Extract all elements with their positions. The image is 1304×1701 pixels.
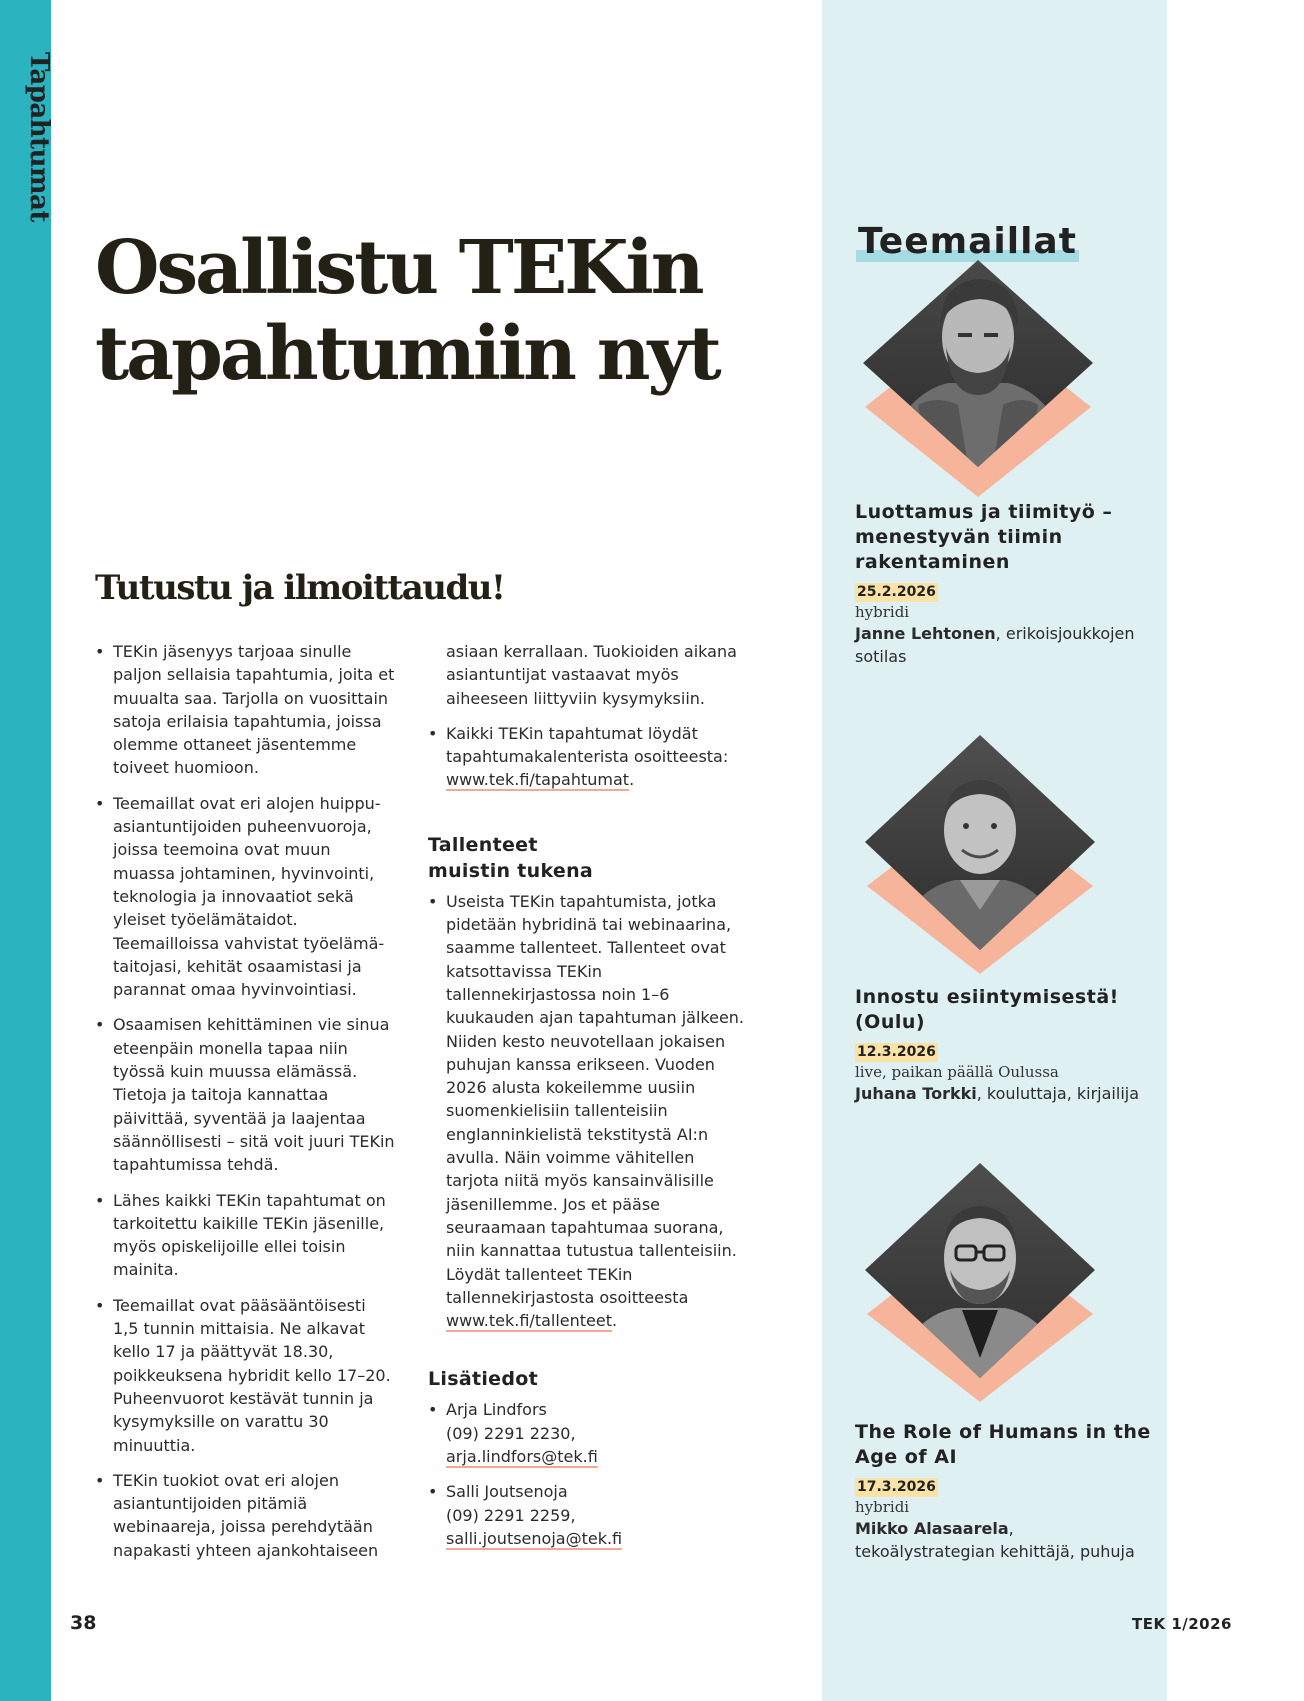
contact-email-link[interactable]: salli.joutsenoja@tek.fi xyxy=(446,1528,623,1548)
list-item: • Teemaillat ovat pääsääntöisesti 1,5 tunnin mittaisia. Ne alkavat kello 17 ja päättyvät 18.30, poikkeuksena hybridit kello 17–20. Puheenvuorot kestävät tunnin ja kysymyksille on varattu 30 minuuttia. xyxy=(95,1294,395,1457)
speaker-portrait-mikko-alasaarela xyxy=(860,1158,1100,1418)
list-item: • Useista TEKin tapahtumista, jotka pidetään hybridinä tai webinaarina, saamme tallenteet. Tallenteet ovat katsottavissa TEKin tallennekirjastossa noin 1–6 kuukauden ajan tapahtuman jälkeen. Niiden kesto neuvotellaan jokaisen puhujan kanssa erikseen. Vuoden 2026 alusta kokeilemme uusiin suomenkielisiin tallenteisiin englanninkielistä tekstitystä AI:n avulla. Näin voimme vähitellen tarjota niitä myös kansainvälisille jäsenillemme. Jos et pääse seuraamaan tapahtumaa suorana, niin kannattaa tutustua tallenteisiin. Löydät tallenteet TEKin tallennekirjastosta osoitteesta www.tek.fi/tallenteet. xyxy=(428,890,748,1333)
bullet-list xyxy=(428,722,748,792)
event-mode: hybridi xyxy=(855,1498,910,1516)
continued-paragraph: asiaan kerrallaan. Tuokioiden aikana asiantuntijat vastaavat myös aiheeseen liittyviin kysymyksiin. xyxy=(446,642,737,708)
speaker-portrait-juhana-torkki xyxy=(860,730,1100,990)
event-mode: hybridi xyxy=(855,603,910,621)
contact-phone: (09) 2291 2230, xyxy=(446,1423,576,1443)
recordings-link[interactable]: www.tek.fi/tallenteet xyxy=(446,1311,612,1331)
speaker-name: Juhana Torkki xyxy=(855,1084,977,1103)
recordings-text: Useista TEKin tapahtumista, jotka pidetään hybridinä tai webinaarina, saamme tallenteet. Tallenteet ovat katsottavissa TEKin tallennekirjastossa noin 1–6 kuukauden ajan tapahtuman jälkeen. Niiden kesto neuvotellaan jokaisen puhujan kanssa erikseen. Vuoden 2026 alusta kokeilemme uusiin suomenkielisiin tallenteisiin englanninkielistä tekstitystä AI:n avulla. Näin voimme vähitellen tarjota niitä myös kansainvälisille jäsenillemme. Jos et pääse seuraamaan tapahtumaa suorana, niin kannattaa tutustua tallenteisiin. Löydät tallenteet TEKin tallennekirjastosta osoitteesta xyxy=(446,891,745,1307)
bullet-list xyxy=(428,890,748,1333)
speaker-role: kouluttaja, kirjailija xyxy=(986,1084,1140,1103)
event-date: 12.3.2026 xyxy=(857,1044,936,1060)
text-column-2 xyxy=(428,640,748,1562)
contact-phone: (09) 2291 2259, xyxy=(446,1505,576,1525)
issue-label: TEK 1/2026 xyxy=(1132,1615,1232,1633)
contact-item xyxy=(428,1398,748,1468)
event-speaker: Janne Lehtonen, erikoisjoukkojen sotilas xyxy=(855,624,1135,666)
recordings-heading: Tallenteet muistin tukena xyxy=(428,833,594,882)
event-card xyxy=(855,985,1155,1105)
speaker-name: Janne Lehtonen xyxy=(855,624,996,643)
contact-name: Salli Joutsenoja xyxy=(446,1482,568,1502)
list-item: • TEKin jäsenyys tarjoaa sinulle paljon sellaisia tapahtumia, joita et muualta saa. Tarjolla on vuosittain satoja erilaisia tapahtumia, joissa olemme ottaneet jäsentemme toiveet huomioon. xyxy=(95,640,395,780)
left-color-band xyxy=(0,0,51,1701)
contact-list xyxy=(428,1398,748,1550)
event-card xyxy=(855,1420,1155,1563)
speaker-portrait-janne-lehtonen xyxy=(858,255,1098,515)
event-mode: live, paikan päällä Oulussa xyxy=(855,1063,1059,1081)
list-item: • TEKin tuokiot ovat eri alojen asiantuntijoiden pitämiä webinaareja, joissa perehdytään napakasti yhteen ajankohtaiseen xyxy=(95,1469,395,1562)
speaker-role: tekoälystrategian kehittäjä, puhuja xyxy=(855,1542,1135,1561)
event-title: The Role of Humans in the Age of AI xyxy=(855,1421,1151,1468)
contact-name: Arja Lindfors xyxy=(446,1400,547,1420)
event-card xyxy=(855,500,1155,668)
subheadline: Tutustu ja ilmoittaudu! xyxy=(95,568,505,608)
info-heading: Lisätiedot xyxy=(428,1368,538,1391)
event-title: Innostu esiintymisestä! (Oulu) xyxy=(855,986,1119,1033)
event-date: 17.3.2026 xyxy=(857,1479,936,1495)
calendar-link[interactable]: www.tek.fi/tapahtumat xyxy=(446,770,630,790)
event-title: Luottamus ja tiimityö – menestyvän tiimin rakentaminen xyxy=(855,501,1113,573)
bullet-list xyxy=(95,640,395,1562)
contact-email-link[interactable]: arja.lindfors@tek.fi xyxy=(446,1447,598,1467)
event-date: 25.2.2026 xyxy=(857,584,936,600)
list-item: • Lähes kaikki TEKin tapahtumat on tarkoitettu kaikille TEKin jäsenille, myös opiskelijoille ellei toisin mainita. xyxy=(95,1189,395,1282)
section-label: Tapahtumat xyxy=(24,52,54,222)
list-item: • Osaamisen kehittäminen vie sinua eteenpäin monella tapaa niin työssä kuin muussa elämässä. Tietoja ja taitoja kannattaa päivittää, syventää ja laajentaa säännöllisesti – sitä voit juuri TEKin tapahtumissa tehdä. xyxy=(95,1013,395,1176)
calendar-text: Kaikki TEKin tapahtumat löydät tapahtumakalenterista osoitteesta: xyxy=(446,723,729,767)
contact-item xyxy=(428,1480,748,1550)
page-number: 38 xyxy=(70,1612,97,1634)
speaker-role: erikoisjoukkojen sotilas xyxy=(855,624,1135,666)
text-column-1 xyxy=(95,640,395,1574)
sidebar-title: Teemaillat xyxy=(858,221,1077,262)
list-item: • Teemaillat ovat eri alojen huippu-asiantuntijoiden puheenvuoroja, joissa teemoina ovat muun muassa johtaminen, hyvinvointi, teknologia ja innovaatiot sekä yleiset työelämätaidot. Teemailloissa vahvistat työelämä-taitojasi, kehität osaamistasi ja parannat omaa hyvinvointiasi. xyxy=(95,792,395,1002)
event-speaker: Juhana Torkki, kouluttaja, kirjailija xyxy=(855,1084,1140,1103)
page-title: Osallistu TEKin tapahtumiin nyt xyxy=(95,225,719,397)
event-speaker: Mikko Alasaarela, tekoälystrategian kehittäjä, puhuja xyxy=(855,1519,1135,1561)
speaker-name: Mikko Alasaarela xyxy=(855,1519,1009,1538)
list-item: • Kaikki TEKin tapahtumat löydät tapahtumakalenterista osoitteesta: www.tek.fi/tapahtumat. xyxy=(428,722,748,792)
